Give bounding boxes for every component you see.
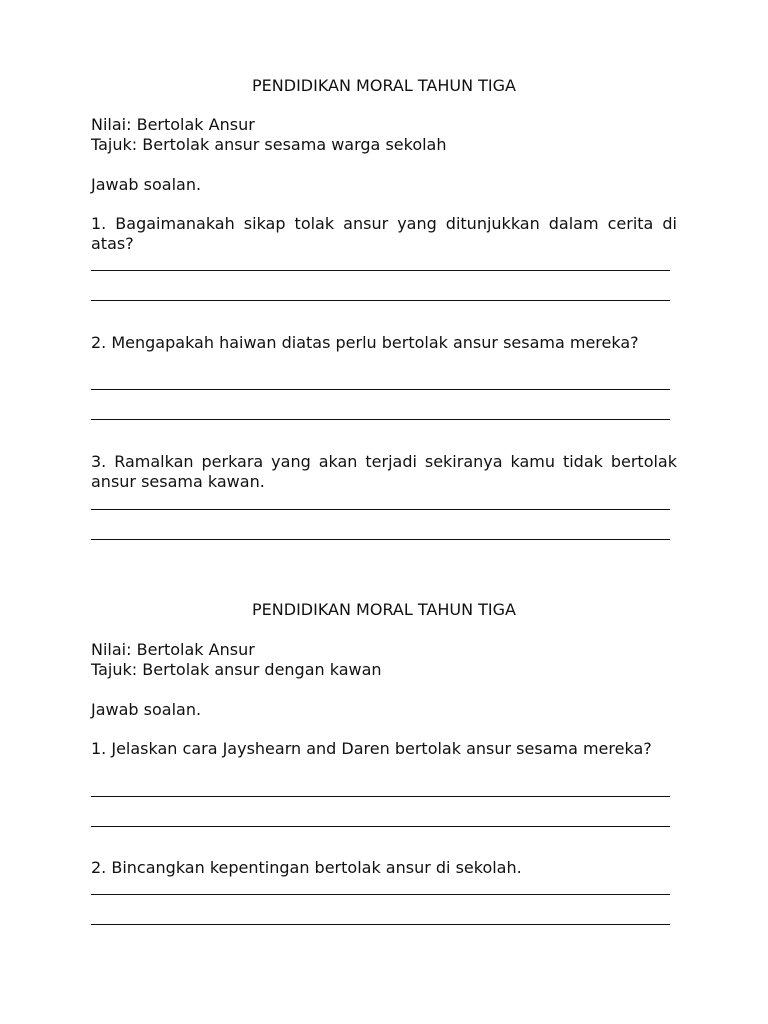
worksheet-1-question-2: 2. Mengapakah haiwan diatas perlu bertolak ansur sesama mereka? bbox=[91, 333, 639, 352]
worksheet-2-question-1: 1. Jelaskan cara Jayshearn and Daren bertolak ansur sesama mereka? bbox=[91, 739, 652, 758]
answer-line bbox=[91, 924, 670, 925]
answer-line bbox=[91, 894, 670, 895]
answer-line bbox=[91, 796, 670, 797]
worksheet-2-nilai: Nilai: Bertolak Ansur bbox=[91, 640, 255, 659]
worksheet-1-instruction: Jawab soalan. bbox=[91, 175, 202, 194]
worksheet-1-question-3: 3. Ramalkan perkara yang akan terjadi sekiranya kamu tidak bertolak ansur sesama kawan. bbox=[91, 452, 677, 491]
worksheet-1-title: PENDIDIKAN MORAL TAHUN TIGA bbox=[252, 76, 516, 95]
worksheet-2-title: PENDIDIKAN MORAL TAHUN TIGA bbox=[252, 600, 516, 619]
worksheet-2-instruction: Jawab soalan. bbox=[91, 700, 202, 719]
answer-line bbox=[91, 539, 670, 540]
answer-line bbox=[91, 826, 670, 827]
worksheet-2-tajuk: Tajuk: Bertolak ansur dengan kawan bbox=[91, 660, 382, 679]
answer-line bbox=[91, 300, 670, 301]
answer-line bbox=[91, 389, 670, 390]
worksheet-1-question-1: 1. Bagaimanakah sikap tolak ansur yang ditunjukkan dalam cerita di atas? bbox=[91, 214, 677, 253]
worksheet-1-nilai: Nilai: Bertolak Ansur bbox=[91, 115, 255, 134]
answer-line bbox=[91, 509, 670, 510]
answer-line bbox=[91, 270, 670, 271]
worksheet-2-question-2: 2. Bincangkan kepentingan bertolak ansur di sekolah. bbox=[91, 858, 522, 877]
worksheet-1-tajuk: Tajuk: Bertolak ansur sesama warga sekolah bbox=[91, 135, 447, 154]
answer-line bbox=[91, 419, 670, 420]
